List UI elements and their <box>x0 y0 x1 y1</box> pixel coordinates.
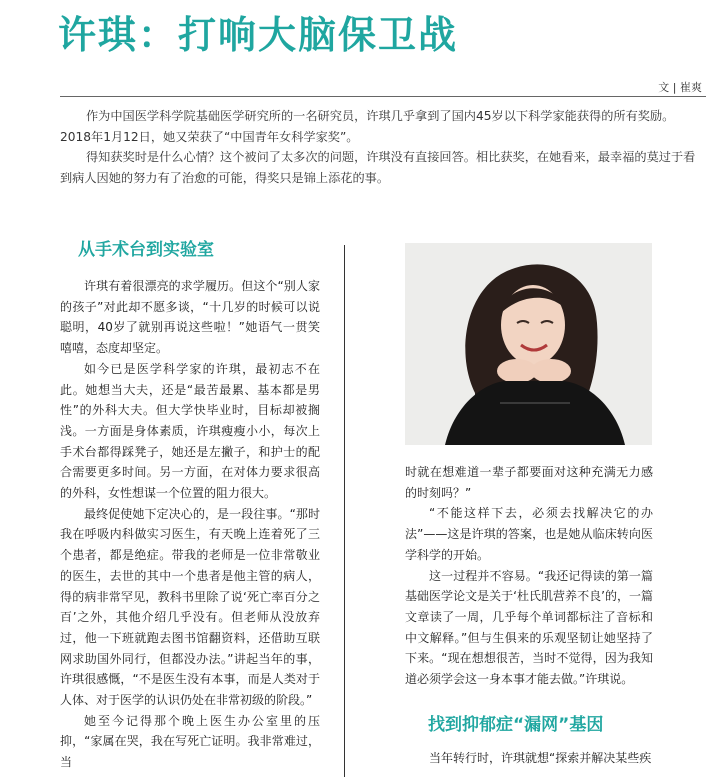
author-byline: 文 | 崔爽 <box>658 81 702 94</box>
intro-paragraph: 得知获奖时是什么心情？这个被问了太多次的问题，许琪没有直接回答。相比获奖，在她看来，最幸福的莫过于看到病人因她的努力有了治愈的可能，得奖只是锦上添花的事。 <box>60 150 696 185</box>
header-rule <box>60 96 706 97</box>
right-column <box>405 462 653 690</box>
section-heading: 从手术台到实验室 <box>78 240 214 260</box>
body-paragraph: 这一过程并不容易。“我还记得读的第一篇基础医学论文是关于‘杜氏肌营养不良’的，一篇文章读了一周，几乎每个单词都标注了音标和中文解释。”但与生俱来的乐观坚韧让她坚持了下来。“现在想想很苦，当时不觉得，因为我知道必须学会这一身本事才能去做。”许琪说。 <box>405 568 653 687</box>
body-paragraph: 当年转行时，许琪就想“探索并解决某些疾 <box>429 751 652 765</box>
left-column <box>60 276 320 773</box>
column-divider <box>344 245 345 777</box>
right-column-lower <box>405 748 653 769</box>
body-paragraph: 最终促使她下定决心的，是一段往事。“那时我在呼吸内科做实习医生，有天晚上连着死了三个患者，都是绝症。带我的老师是一位非常敬业的医生，去世的其中一个患者是他主管的病人，得的病非常罕见，教科书里除了说‘死亡率百分之百’之外，其他介绍几乎没有。但老师从没放弃过，他一下班就跑去图书馆翻资料，还借助互联网求助国外同行，但都没办法。”讲起当年的事，许琪很感慨，“不是医生没有本事，而是人类对于人体、对于医学的认识仍处在非常初级的阶段。” <box>60 506 320 708</box>
body-paragraph: “不能这样下去，必须去找解决它的办法”——这是许琪的答案，也是她从临床转向医学科学的开始。 <box>405 506 653 562</box>
body-paragraph: 许琪有着很漂亮的求学履历。但这个“别人家的孩子”对此却不愿多谈，“十几岁的时候可以说聪明，40岁了就别再说这些啦！”她语气一贯笑嘻嘻，态度却坚定。 <box>60 279 320 356</box>
intro-block <box>60 106 702 188</box>
body-paragraph: 时就在想难道一辈子都要面对这种充满无力感的时刻吗？” <box>405 465 653 500</box>
intro-paragraph: 作为中国医学科学院基础医学研究所的一名研究员，许琪几乎拿到了国内45岁以下科学家能获得的所有奖励。2018年1月12日，她又荣获了“中国青年女科学家奖”。 <box>60 109 675 144</box>
section-heading: 找到抑郁症“漏网”基因 <box>428 715 604 735</box>
portrait-photo <box>405 243 652 445</box>
body-paragraph: 如今已是医学科学家的许琪，最初志不在此。她想当大夫，还是“最苦最累、基本都是男性”的外科大夫。但大学快毕业时，目标却被搁浅。一方面是身体素质，许琪瘦瘦小小，每次上手术台都得踩凳子，她还是左撇子，和护士的配合需要更多时间。另一方面，在对体力要求很高的外科，女性想谋一个位置的阻力很大。 <box>60 361 320 501</box>
article-title: 许琪：打响大脑保卫战 <box>58 13 459 57</box>
body-paragraph: 她至今记得那个晚上医生办公室里的压抑，“家属在哭，我在写死亡证明。我非常难过，当 <box>60 713 320 770</box>
